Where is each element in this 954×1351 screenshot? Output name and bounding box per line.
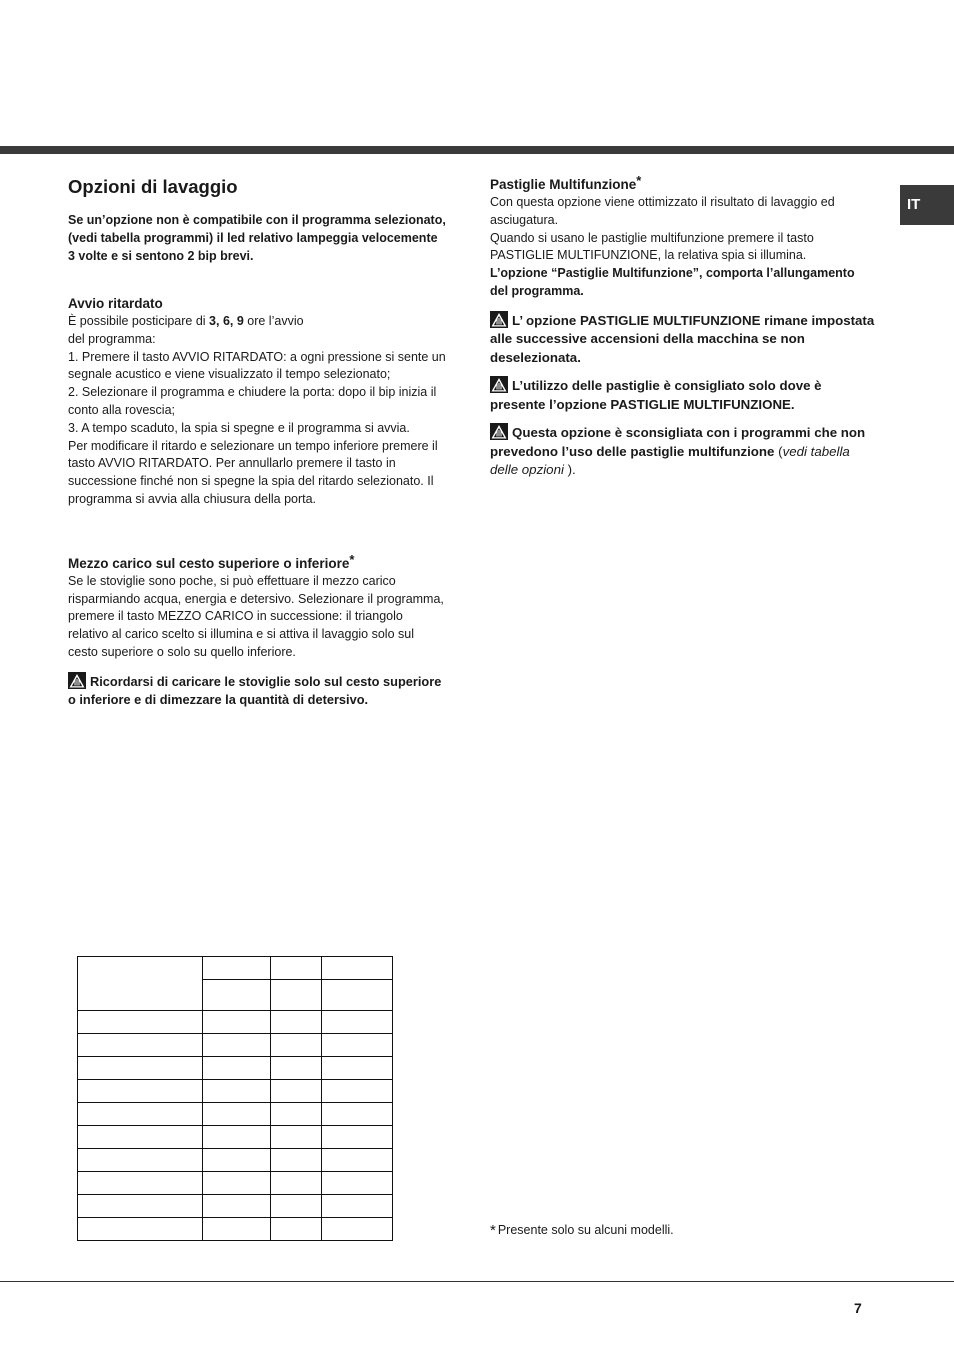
avvio-modify: Per modificare il ritardo e selezionare un tempo inferiore premere il tasto AVVIO RITARDATO. Per annullarlo premere il tasto in successione finché non si spegne la spia del ritardo selezionato. Il programma si avvia alla chiusura della porta. bbox=[68, 438, 438, 506]
footnote-star: * bbox=[490, 1222, 496, 1239]
table-vline bbox=[270, 957, 271, 1240]
avvio-line1 bbox=[68, 313, 446, 331]
mezzo-warning bbox=[68, 672, 446, 709]
section-avvio-ritardato bbox=[68, 295, 446, 509]
table-vline bbox=[321, 957, 322, 1240]
mezzo-heading bbox=[68, 551, 446, 573]
section-mezzo-carico bbox=[68, 551, 446, 709]
pastiglie-heading bbox=[490, 173, 875, 194]
pastiglie-p2: Quando si usano le pastiglie multifunzione premere il tasto PASTIGLIE MULTIFUNZIONE, la relativa spia si illumina. bbox=[490, 230, 814, 263]
table-hline bbox=[78, 1217, 392, 1218]
warning-icon bbox=[490, 376, 508, 393]
avvio-step3: 3. A tempo scaduto, la spia si spegne e il programma si avvia. bbox=[68, 420, 410, 435]
page-number: 7 bbox=[854, 1300, 862, 1316]
pastiglie-p3: L’opzione “Pastiglie Multifunzione”, comporta l’allungamento del programma. bbox=[490, 266, 855, 298]
warn3-paren-close: ). bbox=[563, 462, 576, 478]
lead-paragraph: Se un’opzione non è compatibile con il programma selezionato, (vedi tabella programmi) il led relativo lampeggia velocemente 3 volte e si sentono 2 bip brevi. bbox=[68, 213, 446, 263]
bottom-rule bbox=[0, 1281, 954, 1282]
warning-icon bbox=[490, 423, 508, 440]
table-hline bbox=[78, 1125, 392, 1126]
avvio-step2: 2. Selezionare il programma e chiudere la porta: dopo il bip inizia il conto alla rovescia; bbox=[68, 385, 437, 417]
table-hline bbox=[78, 1171, 392, 1172]
pastiglie-warning-1-text: L’ opzione PASTIGLIE MULTIFUNZIONE rimane impostata alle successive accensioni della macchina se non deselezionata. bbox=[490, 312, 875, 365]
avvio-heading: Avvio ritardato bbox=[68, 296, 163, 311]
mezzo-star: * bbox=[349, 551, 355, 567]
pastiglie-p1: Con questa opzione viene ottimizzato il risultato di lavaggio ed asciugatura. bbox=[490, 195, 835, 227]
mezzo-heading-text: Mezzo carico sul cesto superiore o inferiore bbox=[68, 555, 350, 571]
table-hline bbox=[202, 979, 392, 980]
table-hline bbox=[78, 1056, 392, 1057]
avvio-hours: 3, 6, 9 bbox=[209, 314, 244, 328]
page-title: Opzioni di lavaggio bbox=[68, 176, 238, 197]
warning-icon bbox=[68, 672, 86, 689]
avvio-line1-post: ore l’avvio bbox=[243, 314, 304, 328]
avvio-step1: 1. Premere il tasto AVVIO RITARDATO: a ogni pressione si sente un segnale acustico e viene visualizzato il tempo selezionato; bbox=[68, 349, 446, 382]
options-table-grid bbox=[77, 956, 393, 1241]
table-hline bbox=[78, 1079, 392, 1080]
table-hline bbox=[78, 1033, 392, 1034]
pastiglie-heading-text: Pastiglie Multifunzione bbox=[490, 177, 637, 192]
pastiglie-warning-3 bbox=[490, 423, 875, 480]
top-bar bbox=[0, 146, 954, 154]
mezzo-warning-text: Ricordarsi di caricare le stoviglie solo sul cesto superiore o inferiore e di dimezzare la quantità di detersivo. bbox=[68, 673, 442, 707]
pastiglie-star: * bbox=[636, 173, 642, 188]
table-hline bbox=[78, 1102, 392, 1103]
pastiglie-warning-2-text: L’utilizzo delle pastiglie è consigliato solo dove è presente l’opzione PASTIGLIE MULTIFUNZIONE. bbox=[490, 378, 822, 412]
avvio-line1-pre: È possibile posticipare di bbox=[68, 314, 210, 328]
warn3-paren-open: ( bbox=[774, 443, 783, 459]
mezzo-body: Se le stoviglie sono poche, si può effettuare il mezzo carico risparmiando acqua, energia e detersivo. Selezionare il programma, premere il tasto MEZZO CARICO in successione: il triangolo relativo al carico scelto si illumina e si attiva il lavaggio solo sul cesto superiore o solo su quello inferiore. bbox=[68, 573, 444, 659]
warn3-italic-ref: vedi tabella delle opzioni bbox=[490, 443, 850, 478]
warning-icon bbox=[490, 311, 508, 328]
right-column bbox=[490, 173, 875, 480]
table-hline bbox=[78, 1148, 392, 1149]
table-hline bbox=[78, 1194, 392, 1195]
pastiglie-warning-2 bbox=[490, 376, 875, 414]
pastiglie-warning-3-text: Questa opzione è sconsigliata con i programmi che non prevedono l’uso delle pastiglie multifunzione bbox=[490, 425, 866, 459]
language-tab: IT bbox=[900, 185, 954, 225]
avvio-line2: del programma: bbox=[68, 331, 156, 346]
footnote bbox=[490, 1222, 674, 1239]
table-vline bbox=[202, 957, 203, 1240]
pastiglie-warning-1 bbox=[490, 311, 875, 368]
left-column bbox=[68, 176, 446, 709]
table-hline bbox=[78, 1010, 392, 1011]
footnote-text: Presente solo su alcuni modelli. bbox=[497, 1223, 674, 1237]
